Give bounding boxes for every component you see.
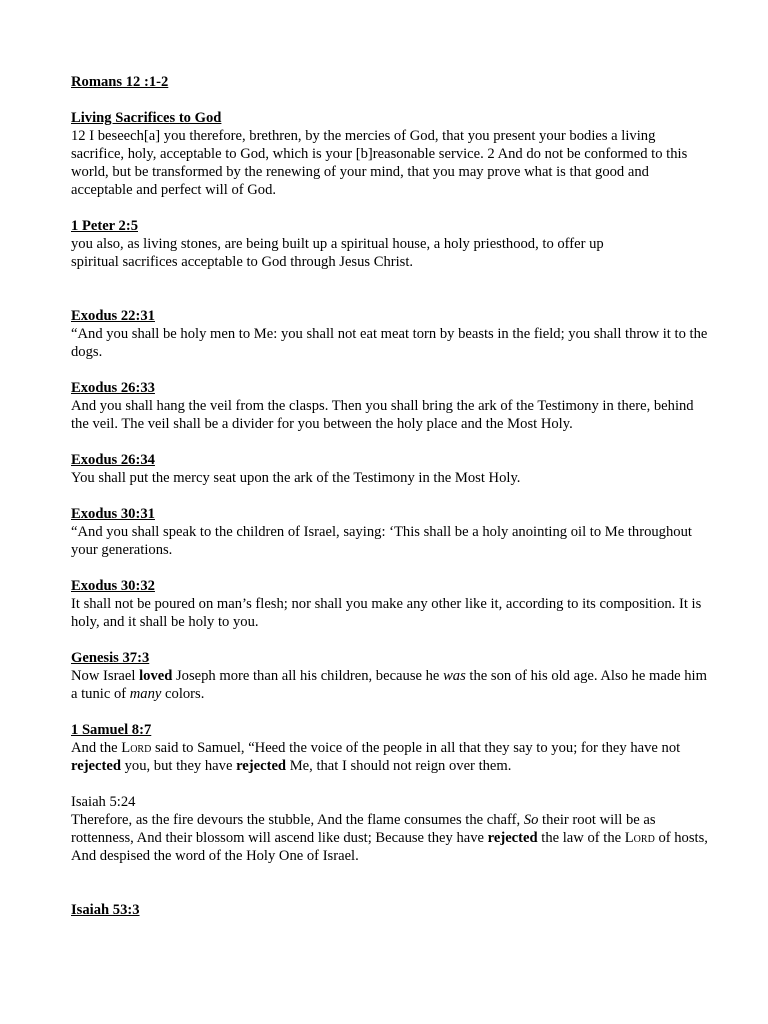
text-run: Therefore, as the fire devours the stubble, And the flame consumes the chaff,	[71, 812, 524, 828]
section-text-1-peter-line-2: spiritual sacrifices acceptable to God through Jesus Christ.	[71, 254, 414, 270]
emphasis-bold: rejected	[236, 758, 287, 774]
spacer	[71, 271, 711, 307]
section-heading-isaiah-5-24: Isaiah 5:24	[71, 794, 136, 810]
text-run: Joseph more than all his children, because he	[172, 668, 444, 684]
section-heading-exodus-30-31: Exodus 30:31	[71, 506, 155, 522]
spacer	[71, 631, 711, 649]
emphasis-bold: rejected	[487, 830, 538, 846]
spacer	[71, 433, 711, 451]
emphasis-italic: was	[443, 668, 466, 684]
spacer	[71, 199, 711, 217]
spacer	[71, 775, 711, 793]
section-text-romans: 12 I beseech[a] you therefore, brethren, by the mercies of God, that you present your bodies a living sacrifice, holy, acceptable to God, which is your [b]reasonable service. 2 And do not be conformed to this world, but be transformed by the renewing of your mind, that you may prove what is that good and acceptable and perfect will of God.	[71, 128, 688, 198]
text-run: Me, that I should not reign over them.	[286, 758, 512, 774]
section-text-1-samuel-8-7	[71, 739, 711, 775]
section-heading-exodus-30-32: Exodus 30:32	[71, 578, 155, 594]
section-text-1-peter-line-1: you also, as living stones, are being built up a spiritual house, a holy priesthood, to offer up	[71, 236, 604, 252]
spacer	[71, 487, 711, 505]
text-run: the law of the L	[537, 830, 634, 846]
small-caps-run: ord	[633, 830, 655, 846]
section-heading-exodus-26-33: Exodus 26:33	[71, 380, 155, 396]
spacer	[71, 865, 711, 901]
emphasis-italic: So	[523, 812, 539, 828]
emphasis-bold: rejected	[71, 758, 121, 774]
text-run: said to Samuel, “Heed the voice of the people in all that they say to you; for they have not	[151, 740, 681, 756]
section-heading-exodus-22-31: Exodus 22:31	[71, 308, 155, 324]
document-title: Romans 12 :1-2	[71, 74, 169, 90]
spacer	[71, 703, 711, 721]
small-caps-run: ord	[130, 740, 152, 756]
section-heading-1-peter: 1 Peter 2:5	[71, 218, 138, 234]
section-heading-isaiah-53-3: Isaiah 53:3	[71, 902, 140, 918]
section-heading-exodus-26-34: Exodus 26:34	[71, 452, 155, 468]
text-run: colors.	[161, 686, 205, 702]
text-run: you, but they have	[120, 758, 237, 774]
emphasis-italic: many	[129, 686, 162, 702]
section-text-exodus-22-31: “And you shall be holy men to Me: you shall not eat meat torn by beasts in the field; you shall throw it to the dogs.	[71, 326, 708, 360]
section-text-isaiah-5-24	[71, 811, 711, 865]
spacer	[71, 361, 711, 379]
section-heading-genesis-37-3: Genesis 37:3	[71, 650, 150, 666]
text-run: Now Israel	[71, 668, 140, 684]
text-run: the son of his old age. Also he made him a tunic of	[71, 668, 707, 702]
text-run: their root will be as rottenness, And their blossom will ascend like dust; Because they have	[71, 812, 656, 846]
spacer	[71, 91, 711, 109]
text-run: And the L	[71, 740, 131, 756]
spacer	[71, 559, 711, 577]
emphasis-bold: loved	[139, 668, 173, 684]
section-text-genesis-37-3	[71, 667, 711, 703]
section-text-exodus-26-33: And you shall hang the veil from the clasps. Then you shall bring the ark of the Testimony in there, behind the veil. The veil shall be a divider for you between the holy place and the Most Holy.	[71, 398, 694, 432]
section-text-exodus-30-32: It shall not be poured on man’s flesh; nor shall you make any other like it, according to its composition. It is holy, and it shall be holy to you.	[71, 596, 702, 630]
text-run: of hosts, And despised the word of the Holy One of Israel.	[71, 830, 708, 864]
section-heading-1-samuel-8-7: 1 Samuel 8:7	[71, 722, 152, 738]
document-body	[71, 73, 711, 919]
section-text-exodus-30-31: “And you shall speak to the children of Israel, saying: ‘This shall be a holy anointing oil to Me throughout your generations.	[71, 524, 692, 558]
section-heading-living-sacrifices: Living Sacrifices to God	[71, 110, 222, 126]
section-text-exodus-26-34: You shall put the mercy seat upon the ark of the Testimony in the Most Holy.	[71, 470, 521, 486]
